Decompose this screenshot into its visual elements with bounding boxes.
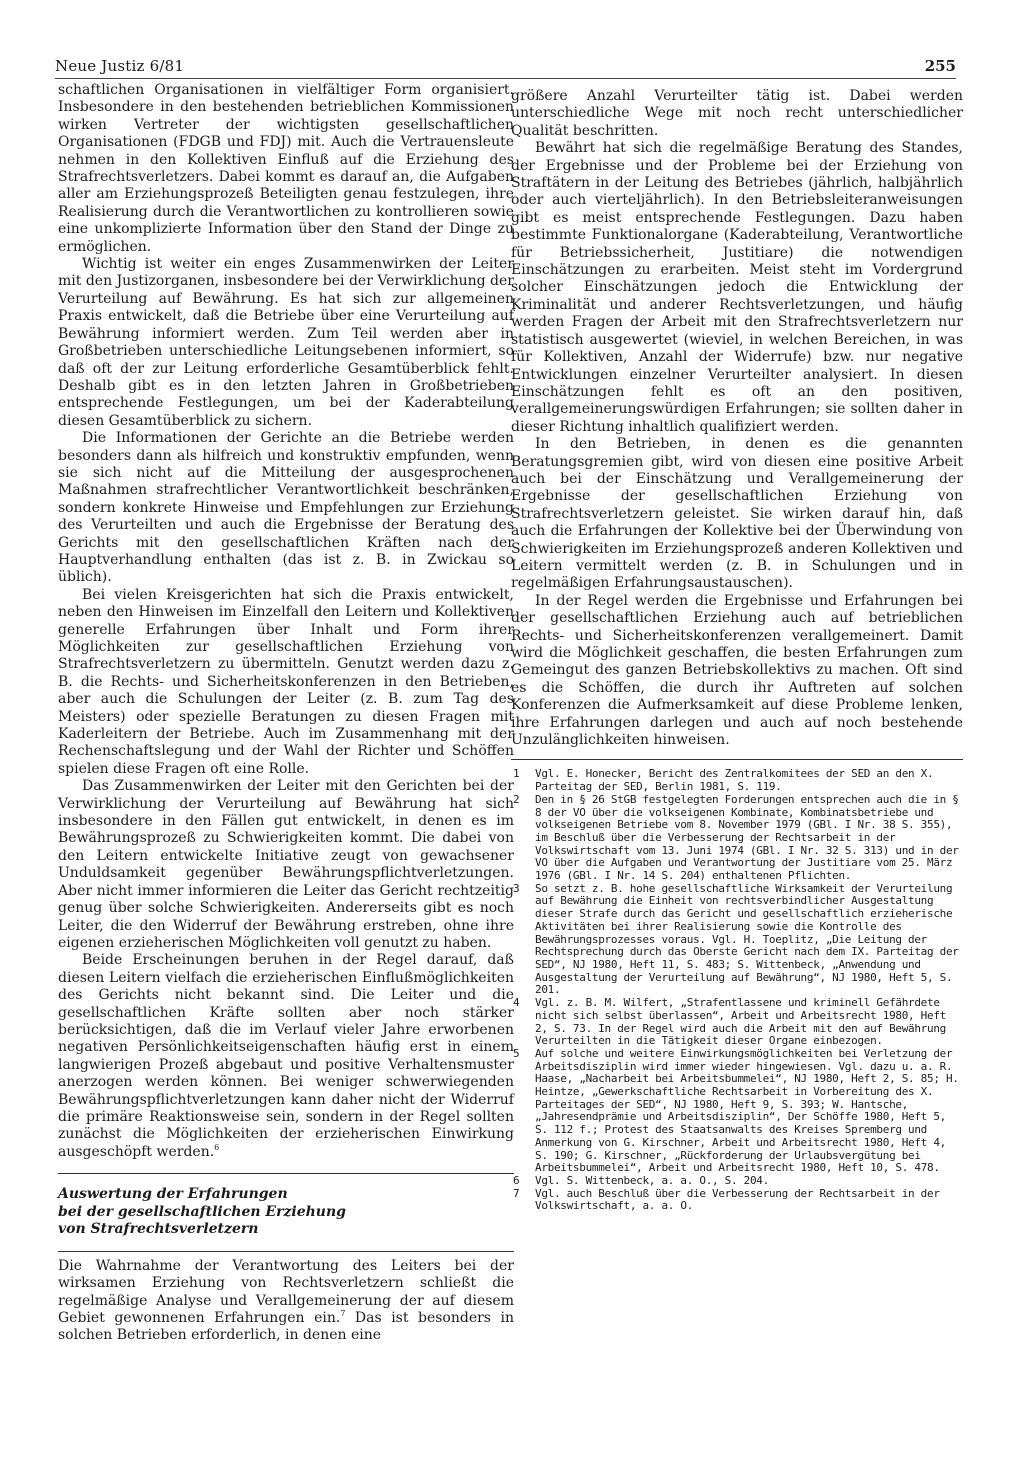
paragraph: Das Zusammenwirken der Leiter mit den Gerichten bei der Verwirklichung der Verurteilung auf Bewährung hat sich insbesondere in den Fällen gut entwickelt, in denen es im Bewährungsprozeß zu Schwierigkeiten kommt. Die dabei von den Leitern entwickelte Initiative zeugt von gewachsener Unduldsamkeit gegenüber Bewährungspflichtverletzungen. Aber nicht immer informieren die Leiter das Gericht rechtzeitig genug über solche Schwierigkeiten. Andererseits gibt es noch Leiter, die den Widerruf der Bewährung erstreben, ohne ihre eigenen erzieherischen Möglichkeiten voll genutzt zu haben. [58,778,514,951]
section-heading [58,1186,514,1239]
footnote-number: 5 [513,1046,520,1060]
page-number: 255 [924,57,956,75]
paragraph: größere Anzahl Verurteilter tätig ist. Dabei werden unterschiedliche Wege mit noch recht unterschiedlicher Qualität beschritten. [511,88,963,139]
journal-issue: Neue Justiz 6/81 [55,57,185,75]
section-heading-line: Auswertung der Erfahrungen [58,1186,288,1203]
section-heading-line: von Strafrechtsverletzern [58,1221,259,1238]
footnote-number: 6 [513,1173,520,1187]
section-rule-bottom [58,1251,514,1252]
paragraph-text: Die Wahrnahme der Verantwortung des Leiters bei der wirksamen Erziehung von Rechtsverletzern schließt die regelmäßige Analyse und Verallgemeinerung der auf diesem Gebiet gewonnenen Erfahrungen ein. [58,1257,514,1326]
right-column [511,88,963,1213]
footnote-number: 1 [513,767,520,781]
footnotes [511,768,963,1213]
footnote-text: Auf solche und weitere Einwirkungsmöglichkeiten bei Verletzung der Arbeitsdisziplin wird immer wieder hingewiesen. Vgl. dazu u. a. R. Haase, „Nacharbeit bei Arbeitsbummelei“, NJ 1980, Heft 2, S. 85; H. Heintze, „Gewerkschaftliche Rechtsarbeit in Vorbereitung des X. Parteitages der SED“, NJ 1980, Heft 9, S. 393; W. Hantsche, „Jahresendprämie und Arbeitsdisziplin“, Der Schöffe 1980, Heft 5, S. 112 f.; Protest des Staatsanwalts des Kreises Spremberg und Anmerkung von G. Kirschner, Arbeit und Arbeitsrecht 1980, Heft 4, S. 190; G. Kirschner, „Rückforderung der Urlaubsvergütung bei Arbeitsbummelei“, Arbeit und Arbeitsrecht 1980, Heft 10, S. 478. [535,1046,959,1175]
paragraph: Bewährt hat sich die regelmäßige Beratung des Standes, der Ergebnisse und der Probleme bei der Erziehung von Straftätern in der Leitung des Betriebes (jährlich, halbjährlich oder auch vierteljährlich). In den Betriebsleiteranweisungen gibt es meist entsprechende Festlegungen. Dazu haben bestimmte Funktionalorgane (Kaderabteilung, Verantwortliche für Betriebssicherheit, Justitiare) die notwendigen Einschätzungen zu erarbeiten. Meist steht im Vordergrund solcher Einschätzungen jedoch die Entwicklung der Kriminalität und anderer Rechtsverletzungen, und häufig werden Fragen der Arbeit mit den Strafrechtsverletzern nur statistisch ausgewertet (wieviel, in welchen Bereichen, in was für Kollektiven, Anzahl der Widerrufe) bzw. nur negative Entwicklungen einzelner Verurteilter analysiert. In diesen Einschätzungen fehlt es oft an den positiven, verallgemeinerungswürdigen Erfahrungen; sie sollten daher in dieser Richtung inhaltlich qualifiziert werden. [511,140,963,435]
section-heading-line: bei der gesellschaftlichen Erziehung [58,1203,346,1220]
footnote [511,1175,963,1188]
footnote [511,1188,963,1213]
footnote [511,794,963,883]
paragraph: In den Betrieben, in denen es die genannten Beratungsgremien gibt, wird von diesen eine positive Arbeit auch bei der Einschätzung und Verallgemeinerung der Ergebnisse der gesellschaftlichen Erziehung von Strafrechtsverletzern geleistet. Sie wirken darauf hin, daß auch die Erfahrungen der Kollektive bei der Überwindung von Schwierigkeiten im Erziehungsprozeß anderen Kollektiven und Leitern vermittelt werden (z. B. in Schulungen und in regelmäßigen Erfahrungsaustauschen). [511,436,963,592]
footnote-text: So setzt z. B. hohe gesellschaftliche Wirksamkeit der Verurteilung auf Bewährung die Einheit von rechtsverbindlicher Ausgestaltung dieser Strafe durch das Gericht und gesellschaftlich erzieherische Aktivitäten bei ihrer Realisierung sowie die Kontrolle des Bewährungsprozesses voraus. Vgl. H. Toeplitz, „Die Leitung der Rechtsprechung durch das Oberste Gericht nach dem IX. Parteitag der SED“, NJ 1980, Heft 11, S. 483; S. Wittenbeck, „Anwendung und Ausgestaltung der Verurteilung auf Bewährung“, NJ 1980, Heft 5, S. 201. [535,881,959,997]
footnote-text: Vgl. S. Wittenbeck, a. a. O., S. 204. [535,1173,769,1187]
paragraph: Bei vielen Kreisgerichten hat sich die Praxis entwickelt, neben den Hinweisen im Einzelfall den Leitern und Kollektiven generelle Erfahrungen über Inhalt und Form ihrer Möglichkeiten zur gesellschaftlichen Erziehung von Strafrechtsverletzern zu übermitteln. Genutzt werden dazu z. B. die Rechts- und Sicherheitskonferenzen in den Betrieben, aber auch die Schulungen der Leiter (z. B. zum Tag des Meisters) oder spezielle Beratungen zu diesen Fragen mit Kaderleitern der Betriebe. Auch im Zusammenhang mit der Rechenschaftslegung und der Wahl der Richter und Schöffen spielen diese Fragen oft eine Rolle. [58,586,514,777]
footnote-text: Vgl. z. B. M. Wilfert, „Strafentlassene und kriminell Gefährdete nicht sich selbst überlassen“, Arbeit und Arbeitsrecht 1980, Heft 2, S. 73. In der Regel wird auch die Arbeit mit den auf Bewährung Verurteilten in die Tätigkeit dieser Organe einbezogen. [535,996,946,1048]
paragraph: In der Regel werden die Ergebnisse und Erfahrungen bei der gesellschaftlichen Erziehung auch auf betrieblichen Rechts- und Sicherheitskonferenzen verallgemeinert. Damit wird die Möglichkeit geschaffen, die besten Erfahrungen zum Gemeingut des ganzen Betriebskollektivs zu machen. Oft sind es die Schöffen, die durch ihr Auftreten auf solchen Konferenzen die Aufmerksamkeit auf diese Probleme lenken, ihre Erfahrungen darlegen und auch auf noch bestehende Unzulänglichkeiten hinweisen. [511,592,963,749]
footnote-text: Den in § 26 StGB festgelegten Forderungen entsprechen auch die in § 8 der VO über die volkseigenen Kombinate, Kombinatsbetriebe und volkseigenen Betriebe vom 8. November 1979 (GBl. I Nr. 38 S. 355), im Beschluß über die Verbesserung der Rechtsarbeit in der Volkswirtschaft vom 13. Juni 1974 (GBl. I Nr. 32 S. 313) und in der VO über die Aufgaben und Verantwortung der Justitiare vom 25. März 1976 (GBl. I Nr. 14 S. 204) enthaltenen Pflichten. [535,792,959,883]
footnote [511,1048,963,1175]
section-rule-top [58,1173,514,1174]
left-column [58,82,514,1345]
page-header [55,57,956,79]
footnote-number: 4 [513,996,520,1010]
footnote-text: Vgl. auch Beschluß über die Verbesserung der Rechtsarbeit in der Volkswirtschaft, a. a. O. [535,1186,940,1213]
paragraph: Die Informationen der Gerichte an die Betriebe werden besonders dann als hilfreich und konstruktiv empfunden, wenn sie sich nicht auf die Mitteilung der ausgesprochenen Maßnahmen strafrechtlicher Verantwortlichkeit beschränken, sondern konkrete Hinweise und Empfehlungen zur Erziehung des Verurteilten und auch die Ergebnisse der Beratung des Gerichts mit den gesellschaftlichen Kräften nach der Hauptverhandlung enthalten (das ist z. B. in Zwickau so üblich). [58,430,514,586]
header-rule [55,78,956,79]
footnote-number: 3 [513,881,520,895]
footnote-number: 7 [513,1186,520,1200]
footnotes-rule [511,759,963,760]
paragraph: Wichtig ist weiter ein enges Zusammenwirken der Leiter mit den Justizorganen, insbesondere bei der Verwirklichung der Verurteilung auf Bewährung. Es hat sich zur allgemeinen Praxis entwickelt, daß die Betriebe über eine Verurteilung auf Bewährung informiert werden. Zum Teil werden aber in Großbetrieben unterschiedliche Leitungsebenen informiert, so daß oft der zur Leitung erforderliche Gesamtüberblick fehlt. Deshalb gibt es in den letzten Jahren in Großbetrieben entsprechende Festlegungen, um bei der Kaderabteilung diesen Gesamtüberblick zu sichern. [58,256,514,429]
footnote-text: Vgl. E. Honecker, Bericht des Zentralkomitees der SED an den X. Parteitag der SED, Berlin 1981, S. 119. [535,767,934,794]
paragraph-text: Das ist besonders in solchen Betrieben erforderlich, in denen eine [58,1309,514,1344]
footnote [511,768,963,793]
paragraph: schaftlichen Organisationen in vielfältiger Form organisiert. Insbesondere in den bestehenden betrieblichen Kommissionen wirken Vertreter der wichtigsten gesellschaftlichen Organisationen (FDGB und FDJ) mit. Auch die Vertrauensleute nehmen in den Kollektiven Einfluß auf die Erziehung des Strafrechtsverletzers. Dabei kommt es darauf an, die Aufgaben aller am Erziehungsprozeß Beteiligten genau festzulegen, ihre Realisierung durch die Verantwortlichen zu kontrollieren sowie eine unkomplizierte Information über den Stand der Dinge zu ermöglichen. [58,82,514,255]
footnote [511,997,963,1048]
footnote-ref[interactable]: 6 [214,1142,220,1152]
paragraph-with-footnote [58,952,514,1161]
section-paragraph [58,1258,514,1345]
paragraph-text: Beide Erscheinungen beruhen in der Regel darauf, daß diesen Leitern vielfach die erzieherischen Einflußmöglichkeiten des Gerichts nicht bekannt sind. Die Leiter und die gesellschaftlichen Kräfte sollten aber noch stärker berücksichtigen, daß die im Verlauf vieler Jahre erworbenen negativen Persönlichkeitseigenschaften häufig erst in einem langwierigen Prozeß abgebaut und positive Verhaltensmuster anerzogen werden können. Bei weniger schwerwiegenden Bewährungspflichtverletzungen kann daher nicht der Widerruf die primäre Reaktionsweise sein, sondern in der Regel sollten zunächst die Möglichkeiten der erzieherischen Einwirkung ausgeschöpft werden. [58,952,514,1160]
footnote-ref[interactable]: 7 [340,1308,346,1318]
footnote [511,883,963,997]
footnote-number: 2 [513,792,520,806]
